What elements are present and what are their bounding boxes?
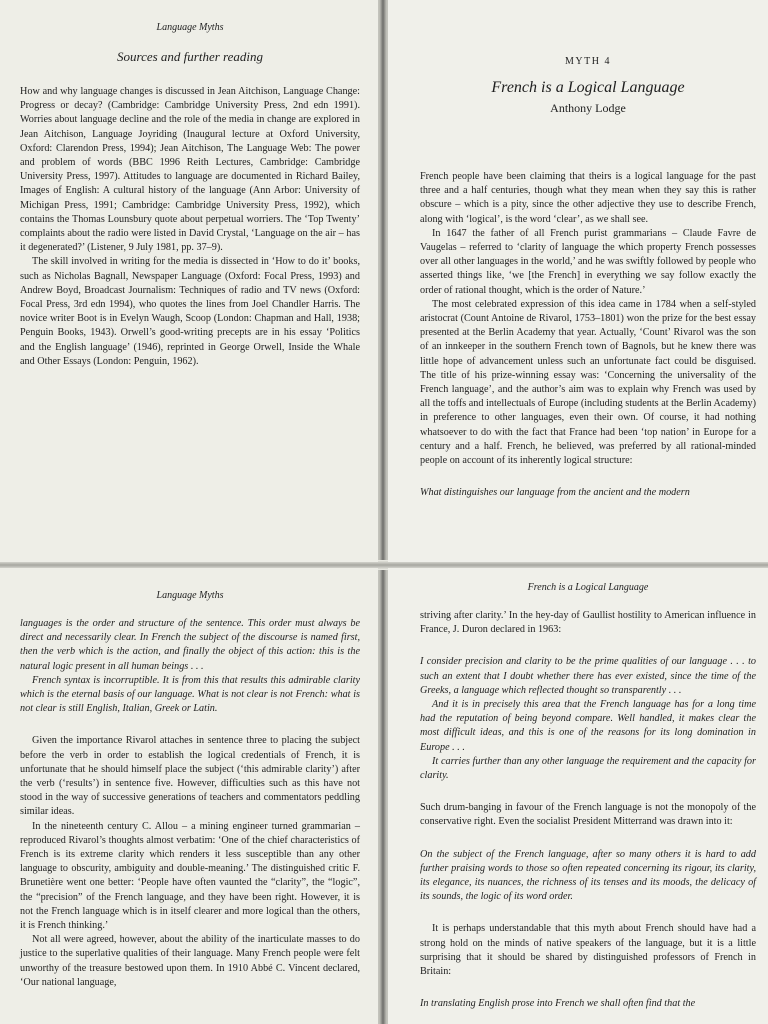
page-bottom-left [0, 568, 378, 1024]
quote-paragraph: And it is in precisely this area that the French language has for a long time had the reputation of being beyond compare. Well handled, it makes clear the most difficult ideas, and this is one of the reasons for its long domination in Europe . . . [420, 699, 756, 753]
body-paragraph: striving after clarity.’ In the hey-day of Gaullist hostility to American influence in France, J. Duron declared in 1963: [420, 610, 756, 636]
running-head: Language Myths [156, 590, 224, 601]
body-paragraph: The most celebrated expression of this idea came in 1784 when a self-styled aristocrat (Count Antoine de Rivarol, 1753–1801) won the prize for the best essay presented at the Berlin Academy that year. Actually, ‘Count’ Rivarol was the son of an innkeeper in the southern French town of Bagnols, but he knew there was little hope of advancement unless such an unfortunate fact could be disguised. The title of his prize-winning essay was: ‘Concerning the universality of the French language’, and the author’s aim was to explain why French was used by all the toffs and intellectuals of Europe (including students at the Berlin Academy) in preference to other languages, even their own. Of course, it had nothing whatsoever to do with the fact that France had been ‘top nation’ in Europe for a century and a half. French, he believed, was preferred by all rational-minded people on account of its inherently logical structure: [420, 298, 756, 467]
page-bottom-right [388, 568, 768, 1024]
body-paragraph: How and why language changes is discussed in Jean Aitchison, Language Change: Progress or decay? (Cambridge: Cambridge University Press, 2nd edn 1991). Worries about language decline and the role of the media in change are explored in Jean Aitchison, Language Joyriding (Inaugural lecture at Oxford University, Oxford: Clarendon Press, 1994); Jean Aitchison, The Language Web: The power and problem of words (BBC 1996 Reith Lectures, Cambridge: Cambridge University Press, 1997). Attitudes to language are documented in Richard Bailey, Images of English: A cultural history of the language (Ann Arbor: University of Michigan Press, 1991; Cambridge: Cambridge University Press, 1992), which contains the Thomas Lounsbury quote about perpetual worriers. The ‘Top Twenty’ complaints about the radio were listed in David Crystal, ‘Language on the air – has it degenerated?’ (Listener, 9 July 1981, pp. 37–9). [20, 86, 360, 254]
quote-paragraph: It carries further than any other language the requirement and the capacity for clarity. [420, 755, 756, 782]
running-head: French is a Logical Language [527, 582, 649, 593]
body-paragraph: Such drum-banging in favour of the French language is not the monopoly of the conservative right. Even the socialist President Mitterrand was drawn into it: [420, 802, 756, 828]
section-title: Sources and further reading [117, 49, 263, 64]
myth-label: MYTH 4 [565, 56, 611, 67]
quote-paragraph: I consider precision and clarity to be the prime qualities of our language . . . to such an extent that I doubt whether there has ever existed, since the time of the Greeks, a language which reflected thought so transparently . . . [420, 656, 756, 696]
quote-paragraph: French syntax is incorruptible. It is from this that results this admirable clarity which is the eternal basis of our language. What is not clear is not French: what is not clear is still English, Italian, Greek or Latin. [20, 674, 360, 715]
page-top-left [0, 0, 378, 562]
chapter-title: French is a Logical Language [491, 79, 685, 96]
chapter-author: Anthony Lodge [550, 101, 626, 115]
running-head: Language Myths [156, 22, 224, 33]
body-paragraph: Given the importance Rivarol attaches in sentence three to placing the subject before the verb in order to establish the logical credentials of French, it is unfortunate that he should himself place the subject (‘this admirable clarity’) after the verb (‘results’) in sentence five. However, difficulties such as this have not stood in the way of successive generations of teachers and commentators peddling similar ideas. [20, 735, 360, 818]
body-paragraph: French people have been claiming that theirs is a logical language for the past three and a half centuries, though what they mean when they say this is rather obscure – which is a pity, since the other adjective they use to describe French, along with ‘logical’, is the word ‘clear’, as we shall see. [420, 171, 756, 225]
quote-paragraph: languages is the order and structure of the sentence. This order must always be direct and necessarily clear. In French the subject of the discourse is named first, then the verb which is the action, and finally the object of this action: this is the natural logic present in all human beings . . . [20, 618, 360, 672]
body-paragraph: In the nineteenth century C. Allou – a mining engineer turned grammarian – reproduced Rivarol’s thoughts almost verbatim: ‘One of the chief characteristics of French is its extreme clarity which renders it less susceptible than any other language to obscurity, ambiguity and double-meaning.’ The distinguished critic F. Brunetière went one better: ‘People have often vaunted the “clarity”, the “logic”, the “precision” of the French language, and they have been right. However, it is not the French language which is in itself clearer and more logical than the others, it is French thinking.’ [20, 820, 360, 932]
quote-start: In translating English prose into French we shall often find that the [420, 998, 696, 1010]
page-top-right [388, 0, 768, 562]
quote-paragraph: On the subject of the French language, after so many others it is hard to add further praising words to those so often repeated concerning its rigour, its clarity, its elegance, its nuances, the richness of its tenses and its moods, the delicacy of its sounds, the logic of its word order. [420, 848, 756, 903]
body-paragraph: It is perhaps understandable that this myth about French should have had a strong hold on the minds of native speakers of the language, but it is a little surprising that it should be shared by distinguished professors of French in Britain: [420, 923, 756, 978]
body-paragraph: In 1647 the father of all French purist grammarians – Claude Favre de Vaugelas – referred to ‘clarity of language the which property French possesses over all other languages in the world,’ and he was swiftly followed by people who asserted things like, ‘we [the French] in everything we say follow exactly the order of rational thought, which is the order of Nature.’ [420, 227, 756, 296]
body-paragraph: The skill involved in writing for the media is dissected in ‘How to do it’ books, such as Nicholas Bagnall, Newspaper Language (Oxford: Focal Press, 1993) and Andrew Boyd, Broadcast Journalism: Techniques of radio and TV news (Oxford: Focal Press, 3rd edn 1994), who quotes the lines from Joel Chandler Harris. The novice writer Boot is in Evelyn Waugh, Scoop (London: Chapman and Hall, 1938; Penguin Books, 1943). Orwell’s good-writing precepts are in his essay ‘Politics and the English language’ (1946), reprinted in George Orwell, Inside the Whale and Other Essays (London: Penguin, 1962). [20, 256, 360, 367]
body-paragraph: Not all were agreed, however, about the ability of the inarticulate masses to do justice to the superlative qualities of their language. Many French people were felt unworthy of the treasure bestowed upon them. In 1910 Abbé C. Vincent declared, ‘Our national language, [20, 934, 360, 988]
quote-start: What distinguishes our language from the ancient and the modern [420, 487, 690, 499]
